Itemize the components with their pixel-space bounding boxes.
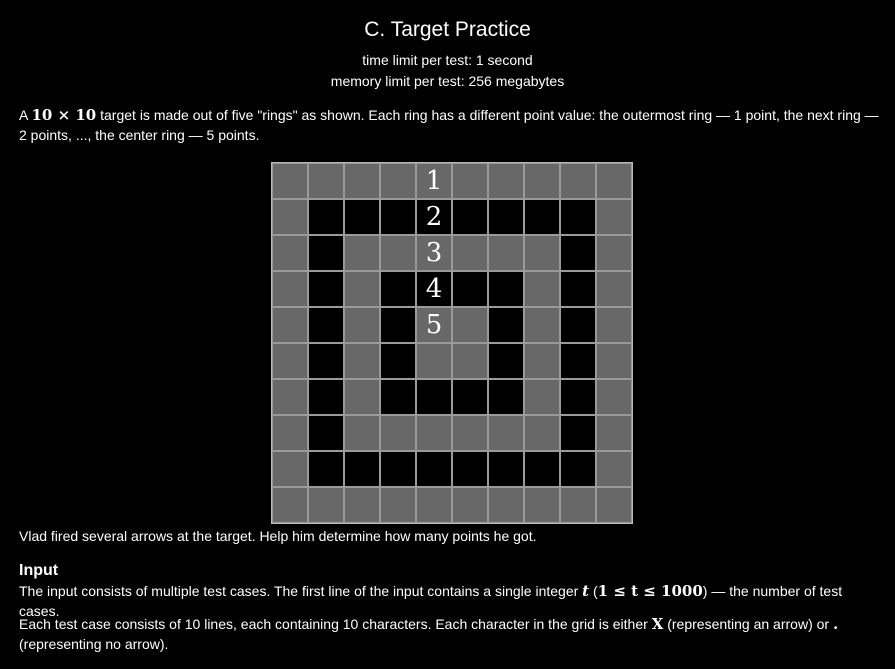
target-cell-ring-5 (416, 307, 452, 343)
target-cell-ring-2 (524, 451, 560, 487)
target-cell-ring-1 (596, 379, 632, 415)
target-cell-ring-2 (416, 199, 452, 235)
target-cell-ring-2 (560, 415, 596, 451)
target-cell-ring-1 (272, 451, 308, 487)
target-cell-ring-1 (596, 415, 632, 451)
statement-text: target is made out of five "rings" as shown. Each ring has a different point value: the outermost ring — 1 point, the next ring — 2 points, ..., the center ring — 5 points. (19, 107, 879, 143)
target-cell-ring-4 (452, 379, 488, 415)
target-cell-ring-4 (380, 379, 416, 415)
ring-label: 4 (425, 274, 443, 304)
target-cell-ring-1 (308, 163, 344, 199)
target-cell-ring-1 (272, 343, 308, 379)
ring-label: 5 (425, 310, 443, 340)
target-cell-ring-3 (488, 235, 524, 271)
target-cell-ring-3 (344, 235, 380, 271)
target-cell-ring-2 (488, 199, 524, 235)
target-grid-image (272, 163, 632, 523)
target-cell-ring-1 (560, 163, 596, 199)
empty-char: . (832, 615, 839, 633)
target-cell-ring-5 (452, 307, 488, 343)
target-cell-ring-1 (596, 163, 632, 199)
ring-label: 3 (425, 238, 443, 268)
target-cell-ring-3 (524, 307, 560, 343)
target-cell-ring-2 (452, 451, 488, 487)
target-cell-ring-1 (596, 271, 632, 307)
target-cell-ring-2 (308, 271, 344, 307)
arrow-char: X (651, 615, 664, 633)
target-cell-ring-2 (560, 451, 596, 487)
target-cell-ring-2 (560, 235, 596, 271)
input-paragraph-2 (19, 614, 883, 654)
target-cell-ring-2 (560, 343, 596, 379)
input-heading: Input (19, 562, 59, 579)
input-text: (representing no arrow). (19, 636, 169, 652)
target-cell-ring-1 (416, 487, 452, 523)
target-cell-ring-1 (344, 163, 380, 199)
target-cell-ring-1 (272, 415, 308, 451)
target-cell-ring-4 (380, 271, 416, 307)
input-text: ( (589, 583, 598, 599)
target-cell-ring-4 (452, 271, 488, 307)
target-cell-ring-4 (416, 379, 452, 415)
target-cell-ring-2 (380, 451, 416, 487)
target-cell-ring-1 (380, 163, 416, 199)
target-cell-ring-1 (452, 163, 488, 199)
target-cell-ring-1 (596, 451, 632, 487)
input-text: Each test case consists of 10 lines, each containing 10 characters. Each character in the grid is either (19, 616, 652, 632)
target-cell-ring-3 (524, 415, 560, 451)
target-cell-ring-1 (272, 487, 308, 523)
target-cell-ring-3 (344, 379, 380, 415)
target-cell-ring-4 (416, 271, 452, 307)
target-cell-ring-2 (308, 199, 344, 235)
problem-title: C. Target Practice (364, 18, 531, 41)
target-cell-ring-1 (524, 163, 560, 199)
input-text: The input consists of multiple test cases. The first line of the input contains a single integer (19, 583, 583, 599)
target-cell-ring-1 (452, 487, 488, 523)
target-cell-ring-3 (380, 235, 416, 271)
target-cell-ring-2 (524, 199, 560, 235)
target-cell-ring-1 (488, 163, 524, 199)
target-cell-ring-1 (272, 235, 308, 271)
target-cell-ring-3 (524, 271, 560, 307)
target-cell-ring-5 (452, 343, 488, 379)
target-cell-ring-1 (380, 487, 416, 523)
ring-label: 2 (425, 202, 443, 232)
target-cell-ring-5 (416, 343, 452, 379)
target-cell-ring-1 (596, 235, 632, 271)
target-cell-ring-2 (560, 199, 596, 235)
target-cell-ring-4 (488, 307, 524, 343)
target-cell-ring-2 (308, 235, 344, 271)
target-cell-ring-1 (272, 379, 308, 415)
input-text: (representing an arrow) or (663, 616, 833, 632)
math-times: × (52, 106, 76, 124)
target-cell-ring-3 (344, 415, 380, 451)
target-cell-ring-1 (524, 487, 560, 523)
target-cell-ring-3 (344, 271, 380, 307)
target-cell-ring-2 (308, 451, 344, 487)
target-cell-ring-2 (308, 343, 344, 379)
target-cell-ring-1 (596, 307, 632, 343)
problem-header (0, 0, 895, 92)
target-cell-ring-2 (560, 307, 596, 343)
time-limit: time limit per test: 1 second (362, 52, 533, 68)
target-cell-ring-2 (560, 271, 596, 307)
target-cell-ring-3 (488, 415, 524, 451)
target-cell-ring-2 (560, 379, 596, 415)
memory-limit: memory limit per test: 256 megabytes (330, 73, 565, 89)
statement-text: A (19, 107, 32, 123)
math-range: 1 ≤ t ≤ 1000 (597, 582, 703, 600)
target-cell-ring-4 (488, 271, 524, 307)
target-cell-ring-4 (380, 307, 416, 343)
statement-paragraph-2: Vlad fired several arrows at the target. Help him determine how many points he got. (19, 528, 537, 544)
target-cell-ring-3 (344, 343, 380, 379)
target-cell-ring-1 (596, 199, 632, 235)
target-cell-ring-3 (524, 235, 560, 271)
target-cell-ring-2 (344, 199, 380, 235)
target-cell-ring-2 (452, 199, 488, 235)
target-cell-ring-2 (308, 379, 344, 415)
target-cell-ring-3 (524, 343, 560, 379)
target-cell-ring-1 (272, 307, 308, 343)
target-cell-ring-4 (380, 343, 416, 379)
math-ten: 10 (31, 106, 53, 124)
target-cell-ring-4 (488, 379, 524, 415)
target-cell-ring-1 (488, 487, 524, 523)
target-cell-ring-1 (272, 271, 308, 307)
target-cell-ring-3 (380, 415, 416, 451)
target-cell-ring-2 (308, 307, 344, 343)
target-cell-ring-3 (344, 307, 380, 343)
target-cell-ring-1 (308, 487, 344, 523)
target-cell-ring-3 (524, 379, 560, 415)
math-ten: 10 (75, 106, 97, 124)
target-cell-ring-1 (272, 199, 308, 235)
target-cell-ring-1 (560, 487, 596, 523)
target-cell-ring-1 (272, 163, 308, 199)
target-cell-ring-2 (416, 451, 452, 487)
target-cell-ring-1 (596, 487, 632, 523)
target-cell-ring-2 (344, 451, 380, 487)
target-cell-ring-3 (452, 415, 488, 451)
input-text: ) (702, 583, 708, 599)
target-cell-ring-1 (344, 487, 380, 523)
statement-paragraph-1 (19, 105, 883, 145)
target-cell-ring-4 (488, 343, 524, 379)
input-text: — the number of test cases. (19, 583, 843, 619)
target-cell-ring-3 (416, 235, 452, 271)
target-cell-ring-1 (416, 163, 452, 199)
target-cell-ring-3 (416, 415, 452, 451)
math-var-t: t (582, 582, 590, 600)
target-cell-ring-2 (380, 199, 416, 235)
target-cell-ring-2 (308, 415, 344, 451)
ring-label: 1 (425, 166, 443, 196)
target-cell-ring-2 (488, 451, 524, 487)
target-cell-ring-3 (452, 235, 488, 271)
target-cell-ring-1 (596, 343, 632, 379)
